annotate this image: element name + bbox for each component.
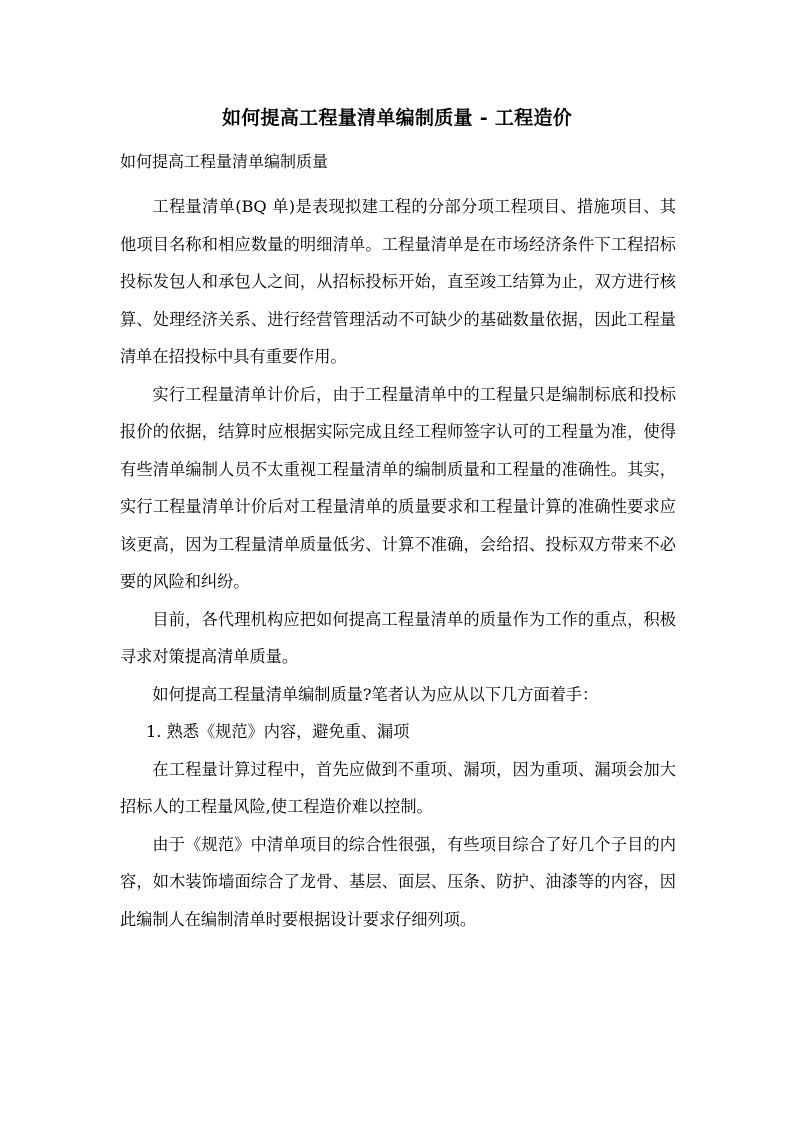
document-body bbox=[120, 188, 676, 938]
paragraph-bq-definition: 工程量清单(BQ 单)是表现拟建工程的分部分项工程项目、措施项目、其他项目名称和相应数量的明细清单。工程量清单是在市场经济条件下工程招标投标发包人和承包人之间，从招标投标开始，直至竣工结算为止，双方进行核算、处理经济关系、进行经营管理活动不可缺少的基础数量依据，因此工程量清单在招投标中具有重要作用。 bbox=[120, 197, 676, 366]
paragraph-agency-focus: 目前，各代理机构应把如何提高工程量清单的质量作为工作的重点，积极寻求对策提高清单质量。 bbox=[120, 609, 676, 666]
document-subtitle: 如何提高工程量清单编制质量 bbox=[120, 152, 329, 171]
paragraph-pricing-quality: 实行工程量清单计价后，由于工程量清单中的工程量只是编制标底和投标报价的依据，结算时应根据实际完成且经工程师签字认可的工程量为准，使得有些清单编制人员不太重视工程量清单的编制质量和工程量的准确性。其实，实行工程量清单计价后对工程量清单的质量要求和工程量计算的准确性要求应该更高，因为工程量清单质量低劣、计算不准确，会给招、投标双方带来不必要的风险和纠纷。 bbox=[120, 384, 676, 591]
paragraph-avoid-duplicates: 在工程量计算过程中，首先应做到不重项、漏项，因为重项、漏项会加大招标人的工程量风险,使工程造价难以控制。 bbox=[120, 759, 676, 816]
section-heading-1: 1. 熟悉《规范》内容，避免重、漏项 bbox=[146, 722, 410, 741]
document-title: 如何提高工程量清单编制质量 - 工程造价 bbox=[221, 107, 573, 129]
paragraph-specification-items: 由于《规范》中清单项目的综合性很强，有些项目综合了好几个子目的内容，如木装饰墙面综合了龙骨、基层、面层、压条、防护、油漆等的内容，因此编制人在编制清单时要根据设计要求仔细列项。 bbox=[120, 834, 676, 929]
paragraph-approach-intro: 如何提高工程量清单编制质量?笔者认为应从以下几方面着手： bbox=[152, 684, 599, 704]
